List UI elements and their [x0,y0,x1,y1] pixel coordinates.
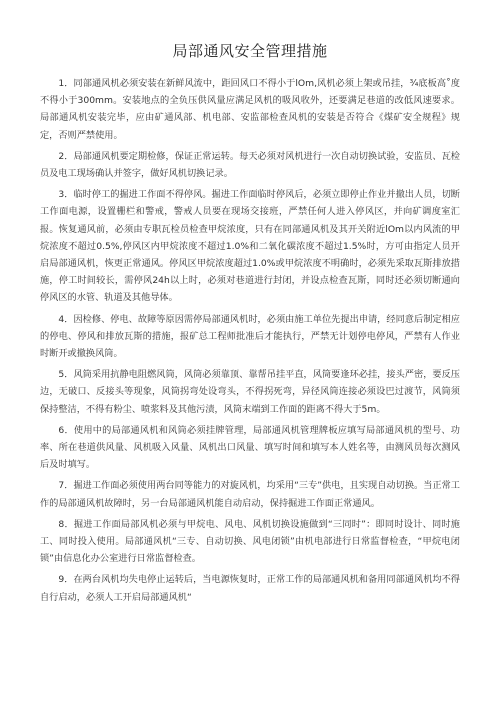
paragraph-5: 5．风筒采用抗静电阻燃风筒，风筒必须靠顶、靠帮吊挂平直，风筒要逢环必挂，接头严密，要反压边，无破口、反接头等现象，风筒拐弯处设弯头，不得拐死弯，异径风筒连接必须设巴过渡节，风筒须保持整洁，不得有粉尘、喷浆料及其他污渍，风筒末端到工作面的距离不得大于5m。 [40,369,460,415]
paragraph-7: 7．掘进工作面必须使用两台同等能力的对旋风机，均采用“三专”供电，且实现自动切换。当正常工作的局部通风机故障时，另一台局部通风机能自动启动，保持掘进工作面正常通风。 [40,480,460,509]
paragraph-2: 2．局部通风机要定期检修，保证正常运转。每天必须对风机进行一次自动切换试验，安监员、瓦检员及电工现场确认并签字，做好风机切换记录。 [40,150,460,180]
paragraph-4: 4．因检修、停电、故障等原因需停局部通风机时，必须由施工单位先提出申请，经同意后制定相应的停电、停风和排放瓦斯的措施，报矿总工程师批准后才能执行，严禁无计划停电停风，严禁有人作业时断开或撤换风筒。 [40,313,460,360]
paragraph-3: 3．临时停工的掘进工作面不得停风。掘进工作面临时停风后，必须立即停止作业并撤出人员，切断工作面电源，设置栅栏和警戒，警戒人员要在现场交接班，严禁任何人进入停风区，并向矿调度室汇报。恢复通风前，必须由专职瓦检员检查甲烷浓度，只有在同部通风机及其开关附近lOm以内风流的甲烷浓度不超过0.5%,停风区内甲烷浓度不超过1.0%和二氧化碳浓度不超过1.5%时，方可由指定人员开启局部通风机，恢更正常通风。停风区甲烷浓度超过1.0%或甲烷浓度不明确时，必须先采取瓦斯排放措施，停工时间较长，需停风24h以上时，必须对巷道进行封闭，并设点检查瓦斯，同时还必须切断通向停风区的水管、轨道及其他导体。 [40,189,460,304]
paragraph-9: 9．在两台风机均失电停止运转后，当电源恢复时，正常工作的局部通风机和备用同部通风机均不得自行启动，必须人工开启局部通风机“ [40,574,460,603]
paragraph-1: 1．同部通风机必须安装在新鲜风流中，距回风口不得小于lOm,风机必须上架或吊挂，¾底板高˚度不得小于300mm。安装地点的全负压供风量应满足风机的吸风收外，还要满足巷道的改低风速要求。局部通风机安装完毕，应由矿通风部、机电部、安监部检查风机的安装是否符合《煤矿安全规程》规定，否则严禁使用。 [40,78,460,141]
paragraph-8: 8．掘进工作面局部风机必须与甲烷电、风电、风机切换设施做到“三同时”：即同时设计、同时施工、同时投入使用。局部通风机“三专、自动切换、风电闭锁”由机电部进行日常监督检查，“甲烷电闭锁”由信息化办公室进行日常监督检查。 [40,518,460,565]
paragraph-6: 6．使用中的局部通风机和风筒必须挂牌管理，局部通风机管理牌板应填写局部通风机的型号、功率、所在巷道供风量、风机吸入风量、风机出口风量、填写时间和填写本人姓名等，由测风员每次测风后及时填写。 [40,424,460,471]
page-title: 局部通风安全管理措施 [172,42,328,60]
